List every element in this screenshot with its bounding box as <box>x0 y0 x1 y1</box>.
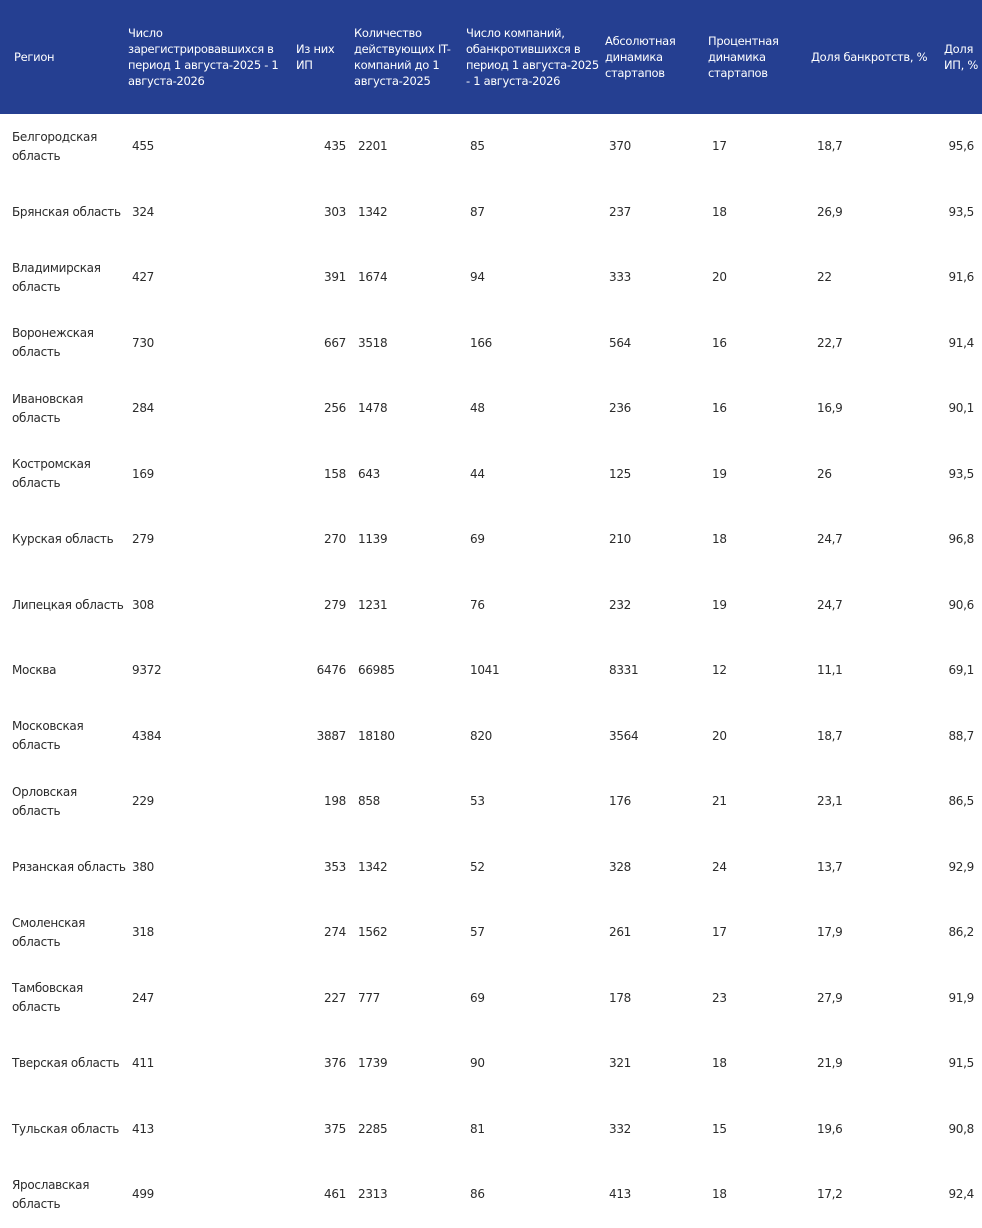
cell-percent-dynamics: 16 <box>712 335 727 350</box>
cell-ip: 158 <box>323 466 346 481</box>
cell-registered: 318 <box>132 925 155 940</box>
cell-absolute-dynamics: 261 <box>609 925 632 940</box>
cell-bankrupt: 87 <box>470 204 485 219</box>
cell-bankruptcy-share: 17,2 <box>817 1187 843 1202</box>
cell-bankruptcy-share: 18,7 <box>817 728 843 743</box>
cell-region: Владимирская область <box>12 260 101 294</box>
cell-bankrupt: 94 <box>470 270 485 285</box>
cell-percent-dynamics: 20 <box>712 270 727 285</box>
cell-region: Белгородская область <box>12 129 98 163</box>
cell-registered: 279 <box>132 532 155 547</box>
cell-registered: 380 <box>132 859 155 874</box>
cell-ip: 227 <box>323 990 346 1005</box>
table-row <box>0 835 982 901</box>
cell-absolute-dynamics: 176 <box>609 794 632 809</box>
cell-bankrupt: 166 <box>470 335 493 350</box>
table-body <box>0 114 982 1228</box>
cell-bankruptcy-share: 24,7 <box>817 532 843 547</box>
cell-registered: 4384 <box>132 728 162 743</box>
cell-absolute-dynamics: 333 <box>609 270 632 285</box>
cell-ip: 667 <box>323 335 346 350</box>
cell-registered: 427 <box>132 270 155 285</box>
cell-percent-dynamics: 24 <box>712 859 727 874</box>
cell-registered: 247 <box>132 990 155 1005</box>
cell-absolute-dynamics: 210 <box>609 532 632 547</box>
cell-percent-dynamics: 15 <box>712 1121 727 1136</box>
cell-ip-share: 90,6 <box>948 597 974 612</box>
cell-registered: 455 <box>132 139 155 154</box>
cell-absolute-dynamics: 237 <box>609 204 632 219</box>
cell-region: Тамбовская область <box>12 981 83 1015</box>
table-row <box>0 1031 982 1097</box>
cell-bankruptcy-share: 26 <box>817 466 832 481</box>
cell-registered: 169 <box>132 466 155 481</box>
cell-region: Тульская область <box>12 1121 120 1136</box>
table-row <box>0 769 982 835</box>
cell-bankruptcy-share: 26,9 <box>817 204 843 219</box>
cell-absolute-dynamics: 370 <box>609 139 632 154</box>
cell-bankrupt: 48 <box>470 401 485 416</box>
cell-bankruptcy-share: 17,9 <box>817 925 843 940</box>
cell-ip-share: 90,1 <box>948 401 974 416</box>
cell-percent-dynamics: 18 <box>712 532 727 547</box>
cell-active-companies: 3518 <box>358 335 388 350</box>
cell-active-companies: 1342 <box>358 859 388 874</box>
cell-bankrupt: 81 <box>470 1121 485 1136</box>
cell-percent-dynamics: 12 <box>712 663 727 678</box>
cell-ip-share: 93,5 <box>948 204 974 219</box>
cell-registered: 308 <box>132 597 155 612</box>
table-row <box>0 442 982 508</box>
cell-registered: 730 <box>132 335 155 350</box>
cell-ip-share: 96,8 <box>948 532 974 547</box>
header-bankrupt: Число компаний, обанкротившихся в период 1 августа-2025 - 1 августа-2026 <box>466 26 599 88</box>
header-bankruptcy-share: Доля банкротств, % <box>811 50 928 64</box>
cell-active-companies: 1739 <box>358 1056 388 1071</box>
cell-region: Костромская область <box>12 457 91 491</box>
cell-bankrupt: 69 <box>470 532 485 547</box>
table-row <box>0 1162 982 1228</box>
cell-region: Воронежская область <box>12 326 94 360</box>
cell-percent-dynamics: 18 <box>712 1187 727 1202</box>
table-row <box>0 180 982 246</box>
cell-ip-share: 92,9 <box>948 859 974 874</box>
cell-bankrupt: 1041 <box>470 663 500 678</box>
cell-ip: 6476 <box>316 663 346 678</box>
cell-registered: 9372 <box>132 663 162 678</box>
cell-active-companies: 1478 <box>358 401 388 416</box>
cell-absolute-dynamics: 321 <box>609 1056 632 1071</box>
cell-bankruptcy-share: 22 <box>817 270 832 285</box>
cell-ip-share: 69,1 <box>948 663 974 678</box>
cell-absolute-dynamics: 236 <box>609 401 632 416</box>
cell-bankrupt: 57 <box>470 925 485 940</box>
cell-bankrupt: 44 <box>470 466 485 481</box>
cell-ip-share: 91,6 <box>948 270 974 285</box>
cell-ip: 435 <box>323 139 346 154</box>
cell-absolute-dynamics: 8331 <box>609 663 639 678</box>
cell-active-companies: 1562 <box>358 925 388 940</box>
cell-bankrupt: 76 <box>470 597 485 612</box>
cell-active-companies: 643 <box>358 466 381 481</box>
cell-active-companies: 2285 <box>358 1121 388 1136</box>
cell-region: Московская область <box>12 719 84 753</box>
cell-registered: 324 <box>132 204 155 219</box>
cell-bankruptcy-share: 18,7 <box>817 139 843 154</box>
cell-bankruptcy-share: 19,6 <box>817 1121 843 1136</box>
cell-bankrupt: 86 <box>470 1187 485 1202</box>
header-region: Регион <box>14 50 55 64</box>
cell-registered: 284 <box>132 401 155 416</box>
header-percent-dynamics: Процентная динамика стартапов <box>708 34 779 80</box>
cell-ip-share: 88,7 <box>948 728 974 743</box>
cell-absolute-dynamics: 3564 <box>609 728 639 743</box>
cell-active-companies: 1139 <box>358 532 388 547</box>
cell-active-companies: 1231 <box>358 597 388 612</box>
cell-active-companies: 1342 <box>358 204 388 219</box>
table-row <box>0 704 982 770</box>
cell-percent-dynamics: 18 <box>712 204 727 219</box>
cell-bankrupt: 52 <box>470 859 485 874</box>
cell-bankruptcy-share: 22,7 <box>817 335 843 350</box>
cell-ip: 303 <box>323 204 346 219</box>
cell-percent-dynamics: 20 <box>712 728 727 743</box>
cell-ip-share: 92,4 <box>948 1187 974 1202</box>
cell-bankrupt: 53 <box>470 794 485 809</box>
cell-region: Ярославская область <box>12 1177 90 1211</box>
cell-region: Брянская область <box>12 204 121 219</box>
table-row <box>0 966 982 1032</box>
cell-active-companies: 858 <box>358 794 381 809</box>
cell-absolute-dynamics: 125 <box>609 466 632 481</box>
cell-percent-dynamics: 17 <box>712 139 727 154</box>
cell-active-companies: 1674 <box>358 270 388 285</box>
cell-ip-share: 91,4 <box>948 335 974 350</box>
cell-bankruptcy-share: 21,9 <box>817 1056 843 1071</box>
cell-ip: 270 <box>323 532 346 547</box>
cell-bankrupt: 820 <box>470 728 493 743</box>
cell-active-companies: 777 <box>358 990 381 1005</box>
cell-bankrupt: 90 <box>470 1056 485 1071</box>
cell-ip: 198 <box>323 794 346 809</box>
table-row <box>0 507 982 573</box>
cell-absolute-dynamics: 332 <box>609 1121 632 1136</box>
cell-registered: 413 <box>132 1121 155 1136</box>
cell-active-companies: 2313 <box>358 1187 388 1202</box>
header-absolute-dynamics: Абсолютная динамика стартапов <box>605 34 676 80</box>
cell-absolute-dynamics: 413 <box>609 1187 632 1202</box>
cell-region: Липецкая область <box>12 597 124 612</box>
cell-registered: 411 <box>132 1056 155 1071</box>
table-row <box>0 114 982 180</box>
header-active-companies: Количество действующих IT-компаний до 1 августа-2025 <box>354 26 451 88</box>
cell-ip: 3887 <box>316 728 346 743</box>
cell-bankruptcy-share: 13,7 <box>817 859 843 874</box>
cell-ip-share: 95,6 <box>948 139 974 154</box>
cell-percent-dynamics: 21 <box>712 794 727 809</box>
cell-bankruptcy-share: 11,1 <box>817 663 843 678</box>
cell-registered: 229 <box>132 794 155 809</box>
cell-ip: 461 <box>323 1187 346 1202</box>
header-ip-share: Доля ИП, % <box>944 42 978 72</box>
cell-ip: 256 <box>323 401 346 416</box>
cell-bankruptcy-share: 27,9 <box>817 990 843 1005</box>
cell-active-companies: 66985 <box>358 663 395 678</box>
table-row <box>0 900 982 966</box>
cell-region: Москва <box>12 663 57 678</box>
cell-absolute-dynamics: 328 <box>609 859 632 874</box>
cell-ip-share: 91,9 <box>948 990 974 1005</box>
cell-ip-share: 91,5 <box>948 1056 974 1071</box>
header-row <box>0 0 982 114</box>
table-row <box>0 311 982 377</box>
cell-region: Тверская область <box>12 1056 120 1071</box>
table-row <box>0 376 982 442</box>
cell-percent-dynamics: 19 <box>712 597 727 612</box>
cell-ip-share: 86,2 <box>948 925 974 940</box>
table-row <box>0 245 982 311</box>
cell-region: Ивановская область <box>12 391 84 425</box>
table-row <box>0 1097 982 1163</box>
cell-bankruptcy-share: 23,1 <box>817 794 843 809</box>
cell-absolute-dynamics: 178 <box>609 990 632 1005</box>
cell-percent-dynamics: 16 <box>712 401 727 416</box>
cell-ip: 375 <box>323 1121 346 1136</box>
cell-region: Орловская область <box>12 784 77 818</box>
cell-ip: 279 <box>323 597 346 612</box>
cell-absolute-dynamics: 232 <box>609 597 632 612</box>
cell-percent-dynamics: 23 <box>712 990 727 1005</box>
cell-ip: 376 <box>323 1056 346 1071</box>
cell-percent-dynamics: 19 <box>712 466 727 481</box>
table-row <box>0 573 982 639</box>
cell-active-companies: 2201 <box>358 139 388 154</box>
cell-percent-dynamics: 17 <box>712 925 727 940</box>
cell-active-companies: 18180 <box>358 728 395 743</box>
cell-absolute-dynamics: 564 <box>609 335 632 350</box>
cell-ip-share: 93,5 <box>948 466 974 481</box>
cell-ip: 274 <box>323 925 346 940</box>
cell-ip: 391 <box>323 270 346 285</box>
cell-bankrupt: 69 <box>470 990 485 1005</box>
cell-region: Смоленская область <box>12 915 86 949</box>
header-ip: Из них ИП <box>296 42 335 72</box>
cell-registered: 499 <box>132 1187 155 1202</box>
cell-bankruptcy-share: 16,9 <box>817 401 843 416</box>
cell-bankrupt: 85 <box>470 139 485 154</box>
cell-bankruptcy-share: 24,7 <box>817 597 843 612</box>
header-registered: Число зарегистрировавшихся в период 1 августа-2025 - 1 августа-2026 <box>128 26 279 88</box>
cell-ip-share: 90,8 <box>948 1121 974 1136</box>
cell-region: Курская область <box>12 532 114 547</box>
cell-ip: 353 <box>323 859 346 874</box>
cell-percent-dynamics: 18 <box>712 1056 727 1071</box>
cell-ip-share: 86,5 <box>948 794 974 809</box>
cell-region: Рязанская область <box>12 859 126 874</box>
table-row <box>0 638 982 704</box>
